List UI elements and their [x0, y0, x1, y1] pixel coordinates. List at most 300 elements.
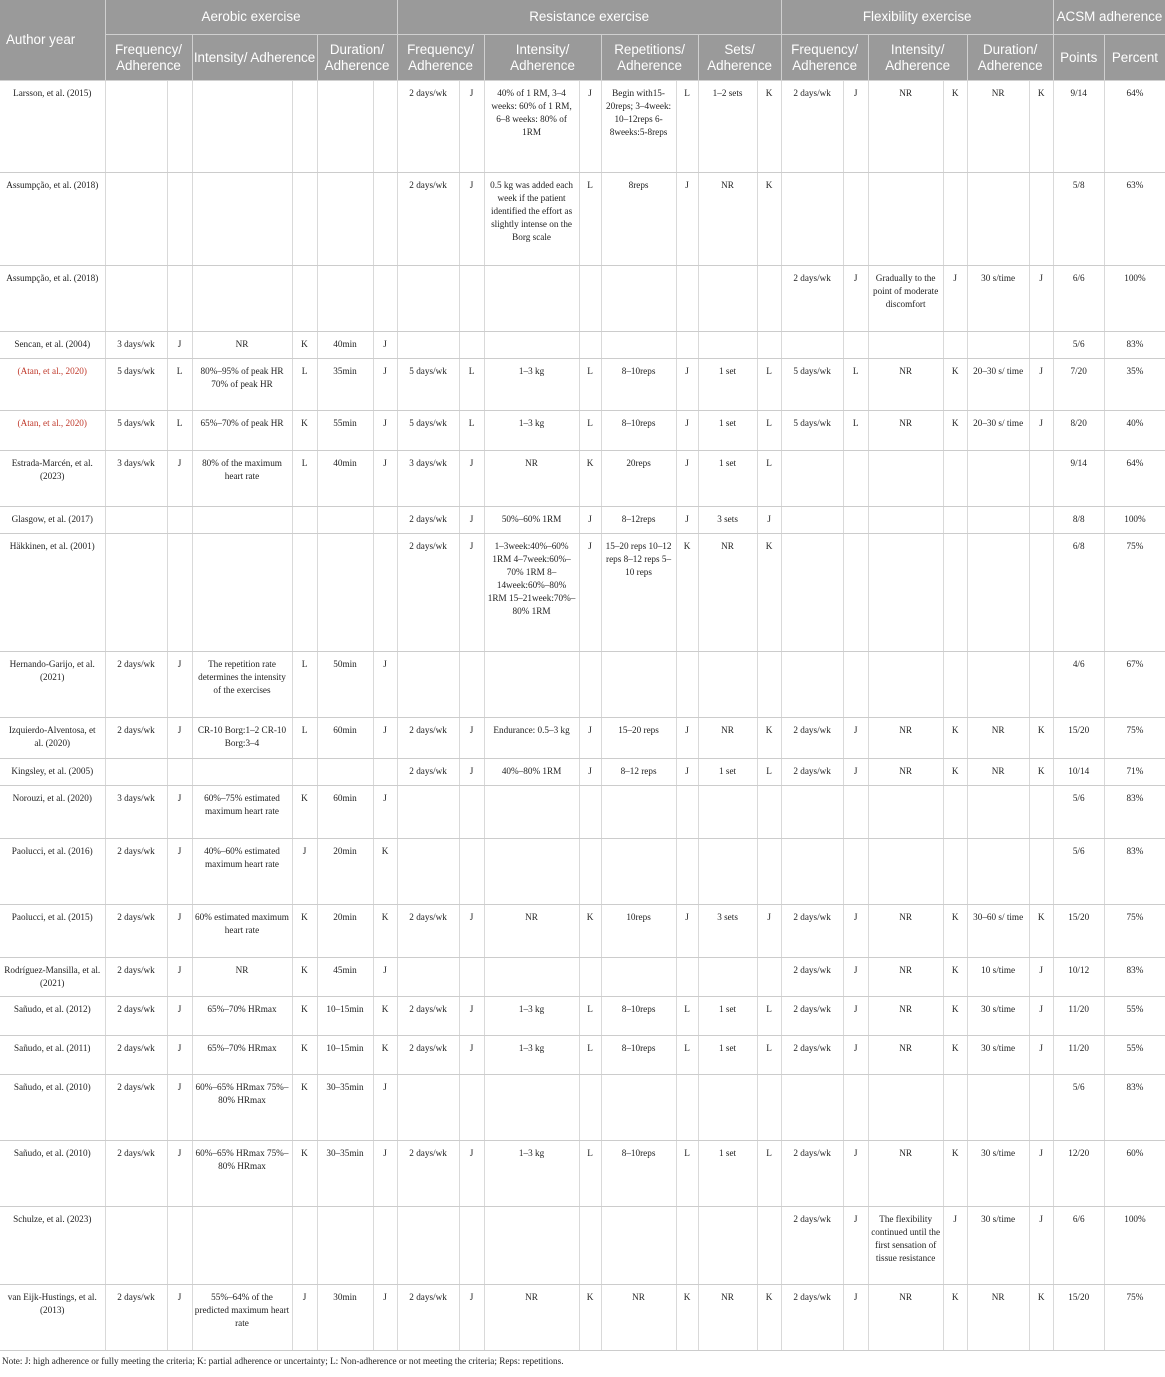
table-cell: 2 days/wk [397, 1285, 459, 1351]
table-cell [601, 786, 676, 839]
table-cell [373, 173, 397, 266]
table-cell [484, 786, 579, 839]
table-cell [317, 1207, 373, 1285]
table-cell: J [843, 1207, 868, 1285]
table-cell: J [1029, 1141, 1053, 1207]
table-cell [757, 332, 781, 359]
table-cell: L [579, 997, 601, 1036]
table-cell: 10/12 [1053, 958, 1104, 997]
table-cell [843, 786, 868, 839]
table-cell: J [1029, 411, 1053, 451]
table-cell: K [943, 905, 967, 958]
table-cell [459, 958, 484, 997]
table-cell: 5 days/wk [781, 411, 843, 451]
table-cell [373, 1207, 397, 1285]
table-cell [601, 266, 676, 332]
table-cell [868, 332, 943, 359]
table-cell [698, 266, 757, 332]
table-cell [317, 507, 373, 534]
table-cell [843, 173, 868, 266]
author-year-cell: Schulze, et al. (2023) [0, 1207, 105, 1285]
table-cell [317, 173, 373, 266]
table-cell: 60%–75% estimated maximum heart rate [192, 786, 292, 839]
table-cell: 2 days/wk [781, 1141, 843, 1207]
table-row [0, 507, 1165, 534]
table-cell [397, 839, 459, 905]
table-cell: 2 days/wk [105, 997, 167, 1036]
table-cell [868, 786, 943, 839]
author-year-cell: Sañudo, et al. (2010) [0, 1141, 105, 1207]
table-cell: 60min [317, 718, 373, 759]
table-cell: J [167, 839, 192, 905]
table-body [0, 81, 1165, 1351]
table-cell: J [579, 759, 601, 786]
table-cell: 60% [1104, 1141, 1165, 1207]
table-cell: 1–3 kg [484, 1141, 579, 1207]
table-cell: 3 sets [698, 905, 757, 958]
table-cell: 12/20 [1053, 1141, 1104, 1207]
table-cell: K [292, 332, 317, 359]
table-cell: 6/8 [1053, 534, 1104, 652]
table-cell: K [1029, 905, 1053, 958]
table-cell: K [676, 534, 698, 652]
table-cell: J [459, 718, 484, 759]
table-cell: 8–12reps [601, 507, 676, 534]
table-cell: 8/20 [1053, 411, 1104, 451]
table-cell [781, 507, 843, 534]
table-cell: J [1029, 1036, 1053, 1075]
table-cell [943, 652, 967, 718]
table-cell: 2 days/wk [397, 507, 459, 534]
table-cell [579, 1075, 601, 1141]
table-cell: 3 days/wk [105, 786, 167, 839]
table-row [0, 359, 1165, 411]
table-cell [317, 81, 373, 173]
table-cell: 100% [1104, 507, 1165, 534]
table-cell: 3 days/wk [397, 451, 459, 507]
table-cell: 55% [1104, 1036, 1165, 1075]
table-cell [943, 1075, 967, 1141]
table-cell [943, 534, 967, 652]
table-cell: 1–3 kg [484, 997, 579, 1036]
table-cell: 30 s/time [967, 1036, 1029, 1075]
table-cell: NR [868, 905, 943, 958]
table-cell: 9/14 [1053, 451, 1104, 507]
table-cell [484, 266, 579, 332]
table-cell: 75% [1104, 1285, 1165, 1351]
table-cell: K [943, 81, 967, 173]
table-cell [192, 507, 292, 534]
table-cell: 30–35min [317, 1075, 373, 1141]
author-year-cell: Assumpção, et al. (2018) [0, 173, 105, 266]
table-cell [1029, 332, 1053, 359]
table-cell [459, 839, 484, 905]
group-aerobic: Aerobic exercise [105, 0, 397, 35]
table-cell: L [579, 1036, 601, 1075]
table-row [0, 652, 1165, 718]
table-cell [757, 652, 781, 718]
table-cell: 9/14 [1053, 81, 1104, 173]
table-cell [781, 1075, 843, 1141]
resistance-frequency-header: Frequency/ Adherence [397, 35, 484, 81]
table-cell [943, 451, 967, 507]
table-cell [676, 1207, 698, 1285]
table-cell: L [676, 997, 698, 1036]
author-year-cell: Glasgow, et al. (2017) [0, 507, 105, 534]
table-cell: NR [698, 718, 757, 759]
table-cell: 8–10reps [601, 1141, 676, 1207]
table-cell: 63% [1104, 173, 1165, 266]
table-cell: 20min [317, 839, 373, 905]
table-cell: J [167, 1036, 192, 1075]
table-cell: J [373, 1075, 397, 1141]
table-row [0, 759, 1165, 786]
table-cell: Begin with15-20reps; 3–4week: 10–12reps 6-8weeks:5-8reps [601, 81, 676, 173]
table-cell: Gradually to the point of moderate discomfort [868, 266, 943, 332]
table-cell: 5 days/wk [105, 411, 167, 451]
table-cell: J [579, 507, 601, 534]
table-cell: 5 days/wk [781, 359, 843, 411]
table-cell: 60min [317, 786, 373, 839]
table-cell: K [943, 997, 967, 1036]
table-cell: 8–10reps [601, 411, 676, 451]
table-cell [167, 81, 192, 173]
table-cell: J [167, 451, 192, 507]
aerobic-frequency-header: Frequency/ Adherence [105, 35, 192, 81]
table-cell: 8/8 [1053, 507, 1104, 534]
table-cell [698, 1075, 757, 1141]
table-cell: The flexibility continued until the first sensation of tissue resistance [868, 1207, 943, 1285]
table-cell: 15–20 reps 10–12 reps 8–12 reps 5–10 reps [601, 534, 676, 652]
table-cell [601, 839, 676, 905]
author-year-cell: Häkkinen, et al. (2001) [0, 534, 105, 652]
table-cell: 2 days/wk [397, 718, 459, 759]
table-cell: 3 days/wk [105, 332, 167, 359]
table-cell: K [292, 1075, 317, 1141]
table-cell: K [292, 958, 317, 997]
table-cell [676, 786, 698, 839]
table-row [0, 839, 1165, 905]
table-cell: NR [868, 958, 943, 997]
table-cell: L [843, 359, 868, 411]
table-cell: J [167, 652, 192, 718]
table-cell [868, 534, 943, 652]
table-row [0, 534, 1165, 652]
table-cell: L [843, 411, 868, 451]
group-resistance: Resistance exercise [397, 0, 781, 35]
table-cell: 15/20 [1053, 905, 1104, 958]
table-cell: NR [967, 718, 1029, 759]
table-cell: L [292, 451, 317, 507]
table-cell: 55% [1104, 997, 1165, 1036]
table-row [0, 958, 1165, 997]
table-cell: 8–10reps [601, 1036, 676, 1075]
table-cell: 2 days/wk [105, 1141, 167, 1207]
table-cell: J [292, 839, 317, 905]
table-cell: J [676, 451, 698, 507]
table-cell [843, 451, 868, 507]
table-cell [601, 332, 676, 359]
table-cell [676, 332, 698, 359]
table-cell: J [373, 652, 397, 718]
table-cell: L [579, 1141, 601, 1207]
table-cell: 71% [1104, 759, 1165, 786]
table-cell [757, 958, 781, 997]
table-cell: NR [868, 1036, 943, 1075]
table-cell [868, 507, 943, 534]
table-row [0, 905, 1165, 958]
table-cell: J [1029, 997, 1053, 1036]
table-cell [292, 266, 317, 332]
author-year-cell: Sañudo, et al. (2010) [0, 1075, 105, 1141]
table-cell: J [943, 1207, 967, 1285]
table-cell: 30min [317, 1285, 373, 1351]
table-cell: NR [967, 81, 1029, 173]
table-cell: 1 set [698, 411, 757, 451]
table-cell: J [676, 359, 698, 411]
table-cell: 30 s/time [967, 1141, 1029, 1207]
table-cell: 5/6 [1053, 1075, 1104, 1141]
table-cell: L [579, 411, 601, 451]
table-cell [373, 81, 397, 173]
table-cell: K [292, 411, 317, 451]
table-cell: 65%–70% of peak HR [192, 411, 292, 451]
table-cell: 2 days/wk [781, 1207, 843, 1285]
table-cell: 5/6 [1053, 332, 1104, 359]
table-cell: L [676, 1141, 698, 1207]
table-cell: J [167, 997, 192, 1036]
table-cell: J [843, 1285, 868, 1351]
table-cell: J [676, 507, 698, 534]
table-cell: J [167, 905, 192, 958]
table-cell: L [292, 359, 317, 411]
table-cell: J [843, 718, 868, 759]
table-cell [868, 451, 943, 507]
table-cell [698, 652, 757, 718]
table-cell [105, 81, 167, 173]
table-cell: J [843, 81, 868, 173]
table-cell: L [459, 359, 484, 411]
table-cell [167, 507, 192, 534]
author-year-cell: Paolucci, et al. (2016) [0, 839, 105, 905]
table-cell [459, 786, 484, 839]
table-cell: 83% [1104, 1075, 1165, 1141]
table-cell: NR [868, 1141, 943, 1207]
resistance-intensity-header: Intensity/ Adherence [484, 35, 601, 81]
table-cell: 65%–70% HRmax [192, 1036, 292, 1075]
table-cell: J [1029, 266, 1053, 332]
table-cell: 10 s/time [967, 958, 1029, 997]
table-cell [943, 786, 967, 839]
table-cell: K [292, 1141, 317, 1207]
table-cell: NR [484, 1285, 579, 1351]
table-cell: 11/20 [1053, 997, 1104, 1036]
table-cell: K [292, 1036, 317, 1075]
author-year-cell: van Eijk-Hustings, et al. (2013) [0, 1285, 105, 1351]
table-cell [459, 1075, 484, 1141]
table-cell: 75% [1104, 718, 1165, 759]
table-cell: 30 s/time [967, 997, 1029, 1036]
table-cell: J [676, 759, 698, 786]
table-cell: 2 days/wk [781, 905, 843, 958]
author-year-cell: Kingsley, et al. (2005) [0, 759, 105, 786]
table-cell: 2 days/wk [781, 997, 843, 1036]
table-cell: 60% estimated maximum heart rate [192, 905, 292, 958]
author-year-cell: Izquierdo-Alventosa, et al. (2020) [0, 718, 105, 759]
table-cell: 55min [317, 411, 373, 451]
table-cell [1029, 786, 1053, 839]
table-cell [676, 1075, 698, 1141]
table-cell: 2 days/wk [105, 718, 167, 759]
table-cell [1029, 451, 1053, 507]
table-cell: 20min [317, 905, 373, 958]
author-year-cell: Hernando-Garijo, et al. (2021) [0, 652, 105, 718]
table-cell [601, 958, 676, 997]
table-cell [781, 451, 843, 507]
table-cell [459, 266, 484, 332]
table-cell [484, 1075, 579, 1141]
table-cell: NR [484, 451, 579, 507]
table-cell [1029, 507, 1053, 534]
table-cell [167, 173, 192, 266]
table-cell [484, 958, 579, 997]
table-cell [579, 786, 601, 839]
table-row [0, 1036, 1165, 1075]
table-cell: 2 days/wk [397, 1036, 459, 1075]
table-cell [781, 332, 843, 359]
table-cell: L [757, 997, 781, 1036]
table-cell: 2 days/wk [781, 718, 843, 759]
table-cell: K [943, 718, 967, 759]
table-cell: J [757, 905, 781, 958]
table-cell: K [943, 1141, 967, 1207]
table-cell: J [373, 1285, 397, 1351]
table-cell: J [843, 266, 868, 332]
table-cell [579, 839, 601, 905]
table-cell [781, 173, 843, 266]
table-cell: J [579, 718, 601, 759]
table-cell: K [757, 81, 781, 173]
table-cell: 6/6 [1053, 1207, 1104, 1285]
table-cell [1029, 534, 1053, 652]
table-row [0, 1075, 1165, 1141]
table-cell: NR [484, 905, 579, 958]
table-cell: K [579, 905, 601, 958]
table-cell: 5/6 [1053, 839, 1104, 905]
table-cell [698, 839, 757, 905]
table-cell: 3 sets [698, 507, 757, 534]
table-cell [1029, 839, 1053, 905]
table-cell [676, 266, 698, 332]
table-cell: 83% [1104, 958, 1165, 997]
table-cell: 40% of 1 RM, 3–4 weeks: 60% of 1 RM, 6–8 weeks: 80% of 1RM [484, 81, 579, 173]
table-cell: 45min [317, 958, 373, 997]
table-cell [698, 1207, 757, 1285]
table-cell: K [943, 1036, 967, 1075]
table-cell [167, 1207, 192, 1285]
table-cell [373, 266, 397, 332]
table-cell: J [843, 958, 868, 997]
table-cell: J [1029, 359, 1053, 411]
table-cell [317, 266, 373, 332]
table-cell: 2 days/wk [105, 905, 167, 958]
table-cell: K [1029, 718, 1053, 759]
table-cell: K [757, 534, 781, 652]
table-cell: J [843, 1036, 868, 1075]
table-cell [373, 534, 397, 652]
table-cell [676, 839, 698, 905]
table-cell: 75% [1104, 534, 1165, 652]
table-cell [757, 266, 781, 332]
table-cell: NR [868, 718, 943, 759]
table-cell [843, 534, 868, 652]
aerobic-duration-header: Duration/ Adherence [317, 35, 397, 81]
table-cell: J [676, 411, 698, 451]
table-cell: 100% [1104, 1207, 1165, 1285]
table-cell [698, 958, 757, 997]
table-cell: J [1029, 958, 1053, 997]
table-cell: K [373, 839, 397, 905]
table-cell: J [757, 507, 781, 534]
table-cell: J [676, 905, 698, 958]
table-cell [967, 173, 1029, 266]
table-cell: NR [698, 173, 757, 266]
table-cell: 7/20 [1053, 359, 1104, 411]
table-cell: J [459, 759, 484, 786]
table-cell: J [373, 718, 397, 759]
table-cell [579, 266, 601, 332]
table-cell [967, 534, 1029, 652]
table-cell [192, 759, 292, 786]
table-cell: 100% [1104, 266, 1165, 332]
table-cell: NR [868, 759, 943, 786]
table-cell [192, 1207, 292, 1285]
table-cell [105, 266, 167, 332]
table-row [0, 411, 1165, 451]
table-cell: 83% [1104, 839, 1165, 905]
table-cell: 30 s/time [967, 266, 1029, 332]
aerobic-intensity-header: Intensity/ Adherence [192, 35, 317, 81]
table-cell [781, 786, 843, 839]
table-cell: 40% [1104, 411, 1165, 451]
table-cell: K [676, 1285, 698, 1351]
table-cell: 4/6 [1053, 652, 1104, 718]
table-cell: 2 days/wk [105, 1285, 167, 1351]
table-cell: 60%–65% HRmax 75%–80% HRmax [192, 1075, 292, 1141]
table-cell: J [459, 1285, 484, 1351]
table-cell: 11/20 [1053, 1036, 1104, 1075]
table-cell: NR [698, 1285, 757, 1351]
table-cell: 40min [317, 332, 373, 359]
table-cell: 80% of the maximum heart rate [192, 451, 292, 507]
table-cell: J [373, 786, 397, 839]
table-cell: 2 days/wk [105, 839, 167, 905]
percent-header: Percent [1104, 35, 1165, 81]
table-cell [192, 534, 292, 652]
table-cell: 1 set [698, 359, 757, 411]
table-cell [579, 652, 601, 718]
author-year-cell: Larsson, et al. (2015) [0, 81, 105, 173]
table-cell: J [167, 332, 192, 359]
table-cell [397, 1075, 459, 1141]
table-cell: 1 set [698, 1141, 757, 1207]
author-year-cell: (Atan, et al., 2020) [0, 411, 105, 451]
table-cell: J [579, 534, 601, 652]
table-cell: 1–3 kg [484, 359, 579, 411]
table-cell: L [292, 718, 317, 759]
table-cell: 5/8 [1053, 173, 1104, 266]
table-cell: 6/6 [1053, 266, 1104, 332]
